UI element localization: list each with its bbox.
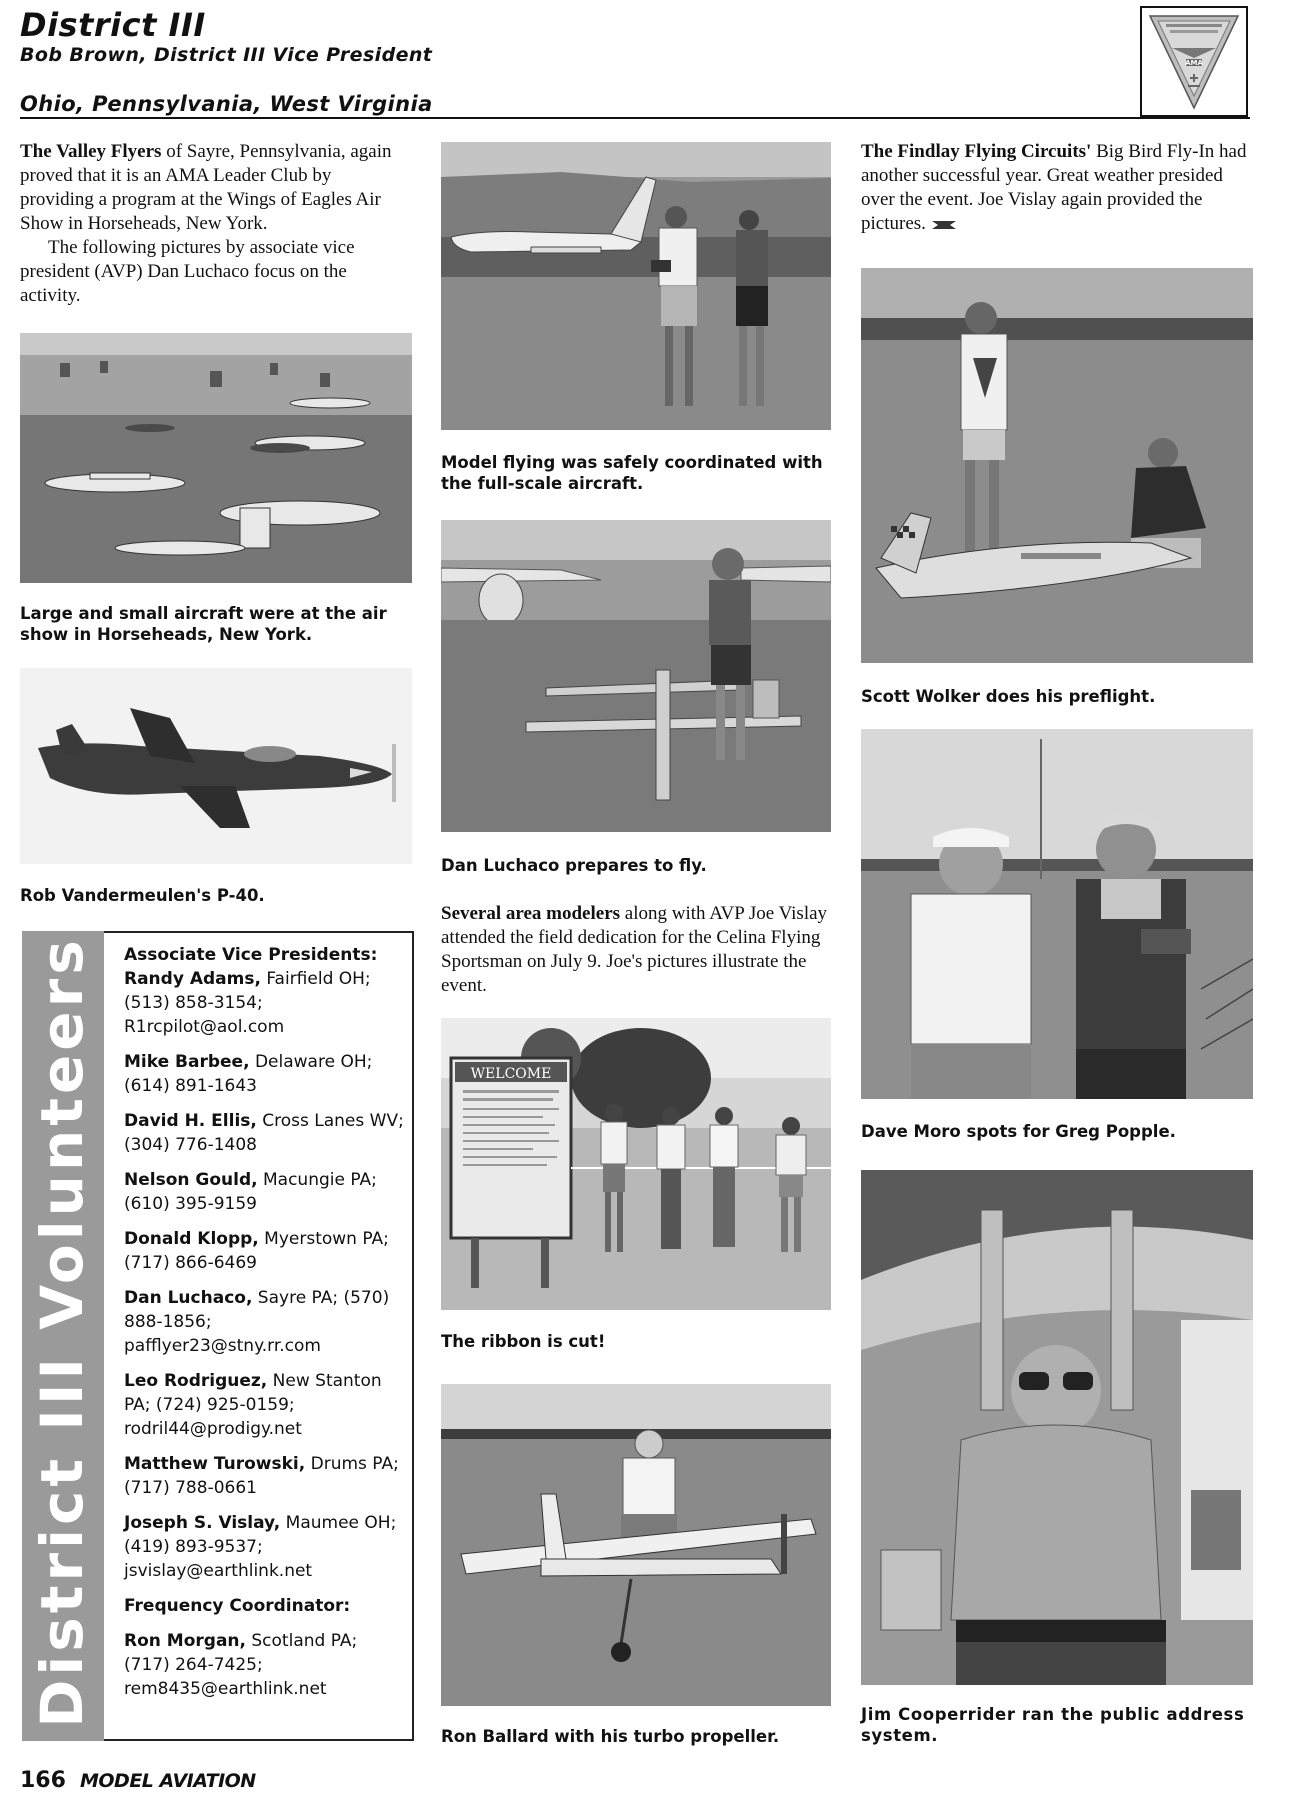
volunteer-entry: Donald Klopp, Myerstown PA; (717) 866-6469 (124, 1229, 389, 1273)
wolker-photo (861, 268, 1253, 663)
celina-lead: Several area modelers (441, 903, 621, 924)
celina-paragraph (441, 902, 833, 998)
intro-text: of Sayre, Pennsylvania, again proved that it is an AMA Leader Club by providing a program at the Wings of Eagles Air Show in Horseheads, New York. (20, 141, 392, 234)
moro-photo (861, 729, 1253, 1099)
caption-cooperrider: Jim Cooperrider ran the public address system. (861, 1705, 1245, 1745)
ballard-photo (441, 1384, 831, 1706)
volunteer-entry: Randy Adams, Fairfield OH; (513) 858-3154; R1rcpilot@aol.com (124, 969, 371, 1037)
page-number: 166 (20, 1768, 66, 1793)
volunteer-entry: Leo Rodriguez, New Stanton PA; (724) 925-0159; rodril44@prodigy.net (124, 1371, 382, 1439)
cooperrider-photo (861, 1170, 1253, 1685)
luchaco-photo (441, 520, 831, 832)
caption-airshow: Large and small aircraft were at the air show in Horseheads, New York. (20, 604, 387, 644)
findlay-lead: The Findlay Flying Circuits' (861, 141, 1092, 162)
district-states: Ohio, Pennsylvania, West Virginia (20, 92, 433, 116)
district-logo (1140, 6, 1248, 117)
page-subtitle: Bob Brown, District III Vice President (20, 44, 433, 66)
p40-photo (20, 668, 412, 864)
volunteer-entry: Matthew Turowski, Drums PA; (717) 788-0661 (124, 1454, 399, 1498)
caption-moro: Dave Moro spots for Greg Popple. (861, 1122, 1176, 1141)
caption-ballard: Ron Ballard with his turbo propeller. (441, 1727, 780, 1746)
volunteer-entry: Nelson Gould, Macungie PA; (610) 395-9159 (124, 1170, 377, 1214)
svg-text:WELCOME: WELCOME (470, 1066, 552, 1082)
frequency-heading: Frequency Coordinator: (124, 1596, 351, 1616)
findlay-paragraph (861, 140, 1253, 236)
caption-wolker: Scott Wolker does his preflight. (861, 687, 1156, 706)
ama-end-mark-icon (931, 219, 957, 231)
caption-full-scale: Model flying was safely coordinated with the full-scale aircraft. (441, 453, 823, 493)
findlay-text: Big Bird Fly-In had another successful year. Great weather presided over the event. Joe Vislay again provided the pictures. (861, 141, 1247, 234)
volunteers-band (22, 931, 104, 1741)
intro-paragraph (20, 140, 402, 308)
intro-paragraph-2: The following pictures by associate vice president (AVP) Dan Luchaco focus on the activity. (20, 237, 355, 306)
jet-photo (441, 142, 831, 430)
ribbon-photo (441, 1018, 831, 1310)
caption-ribbon: The ribbon is cut! (441, 1332, 606, 1351)
volunteer-entry: David H. Ellis, Cross Lanes WV; (304) 776-1408 (124, 1111, 404, 1155)
ama-logo-icon (1142, 8, 1246, 115)
airshow-photo (20, 333, 412, 583)
volunteer-entry: Joseph S. Vislay, Maumee OH; (419) 893-9537; jsvislay@earthlink.net (124, 1513, 397, 1581)
volunteer-entry: Dan Luchaco, Sayre PA; (570) 888-1856; pafflyer23@stny.rr.com (124, 1288, 390, 1356)
svg-text:AMA: AMA (1185, 59, 1203, 67)
page-title: District III (20, 6, 206, 44)
header-rule (20, 117, 1250, 119)
frequency-coordinator-entry: Ron Morgan, Scotland PA; (717) 264-7425; rem8435@earthlink.net (124, 1631, 358, 1699)
volunteer-entry: Mike Barbee, Delaware OH; (614) 891-1643 (124, 1052, 373, 1096)
avp-heading: Associate Vice Presidents: (124, 945, 378, 965)
club-name: The Valley Flyers (20, 141, 162, 162)
volunteers-band-title: District III Volunteers (28, 936, 96, 1728)
volunteers-list (124, 943, 408, 1712)
caption-luchaco: Dan Luchaco prepares to fly. (441, 856, 707, 875)
magazine-name: MODEL AVIATION (80, 1770, 256, 1792)
caption-p40: Rob Vandermeulen's P-40. (20, 886, 265, 905)
celina-text: along with AVP Joe Vislay attended the field dedication for the Celina Flying Sportsman on July 9. Joe's pictures illustrate the event. (441, 903, 828, 996)
